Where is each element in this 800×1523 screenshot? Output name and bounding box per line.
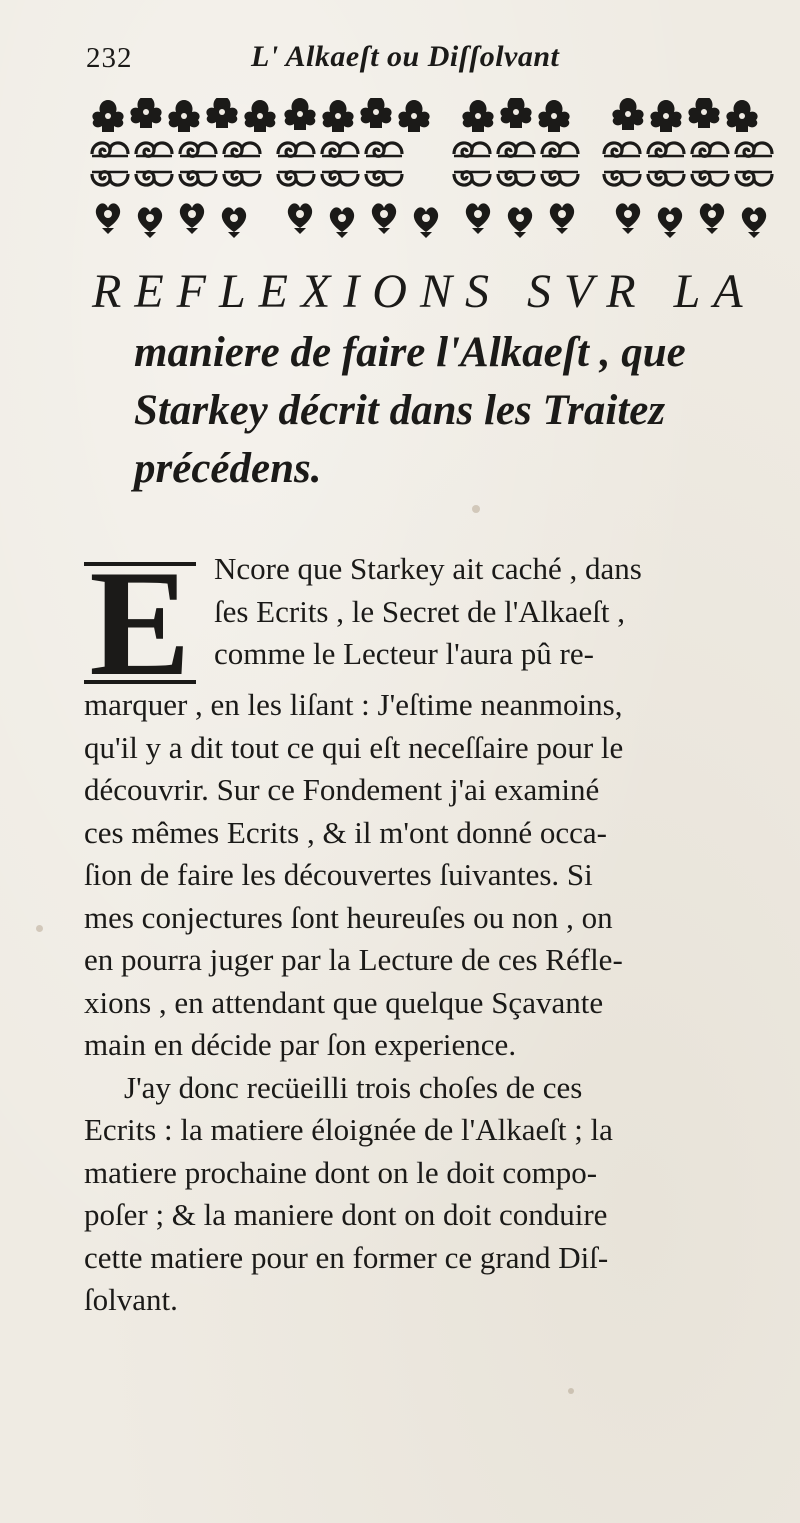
text-line: découvrir. Sur ce Fondement j'ai examiné xyxy=(84,772,600,807)
heading-line: maniere de faire l'Alkaeſt , que xyxy=(134,329,686,376)
heading-caps-line: REFLEXIONS SVR LA xyxy=(92,265,756,318)
paper-stain xyxy=(472,505,480,513)
paragraph-2 xyxy=(84,1067,774,1322)
text-line: Ecrits : la matiere éloignée de l'Alkaeſt ; la xyxy=(84,1112,613,1147)
text-line: ces mêmes Ecrits , & il m'ont donné occa- xyxy=(84,814,607,850)
running-title: L' Alkaeſt ou Diſſolvant xyxy=(251,40,560,73)
page-number: 232 xyxy=(86,42,133,74)
heading-line: Starkey décrit dans les Traitez xyxy=(134,387,666,434)
heading-line: précédens. xyxy=(134,445,322,492)
text-line: qu'il y a dit tout ce qui eſt neceſſaire pour le xyxy=(84,729,624,765)
text-line: marquer , en les liſant : J'eſtime neanmoins, xyxy=(84,687,623,722)
text-line: J'ay donc recüeilli trois choſes de ces xyxy=(124,1069,583,1105)
text-line: ſes Ecrits , le Secret de l'Alkaeſt , xyxy=(214,593,626,629)
text-line: ſion de faire les découvertes ſuivantes. Si xyxy=(84,857,593,892)
text-line: Ncore que Starkey ait caché , dans xyxy=(214,551,642,586)
text-line: comme le Lecteur l'aura pû re- xyxy=(214,636,594,671)
paragraph-1 xyxy=(84,539,774,1067)
paper-stain xyxy=(568,1388,574,1394)
running-head xyxy=(86,40,726,80)
text-line: xions , en attendant que quelque Sçavante xyxy=(84,984,604,1020)
text-line: poſer ; & la maniere dont on doit conduire xyxy=(84,1197,608,1232)
chapter-heading xyxy=(92,262,772,498)
text-line: ſolvant. xyxy=(84,1282,178,1317)
text-line: cette matiere pour en former ce grand Diſ- xyxy=(84,1239,609,1275)
body-text xyxy=(84,539,774,1322)
text-line: mes conjectures ſont heureuſes ou non , on xyxy=(84,899,613,935)
text-line: main en décide par ſon experience. xyxy=(84,1027,517,1062)
fleuron-band-ornament-icon xyxy=(88,98,778,240)
text-line: matiere prochaine dont on le doit compo- xyxy=(84,1154,598,1190)
paper-stain xyxy=(36,925,43,932)
text-line: en pourra juger par la Lecture de ces Réfle- xyxy=(84,942,623,977)
drop-cap: E xyxy=(84,562,196,684)
